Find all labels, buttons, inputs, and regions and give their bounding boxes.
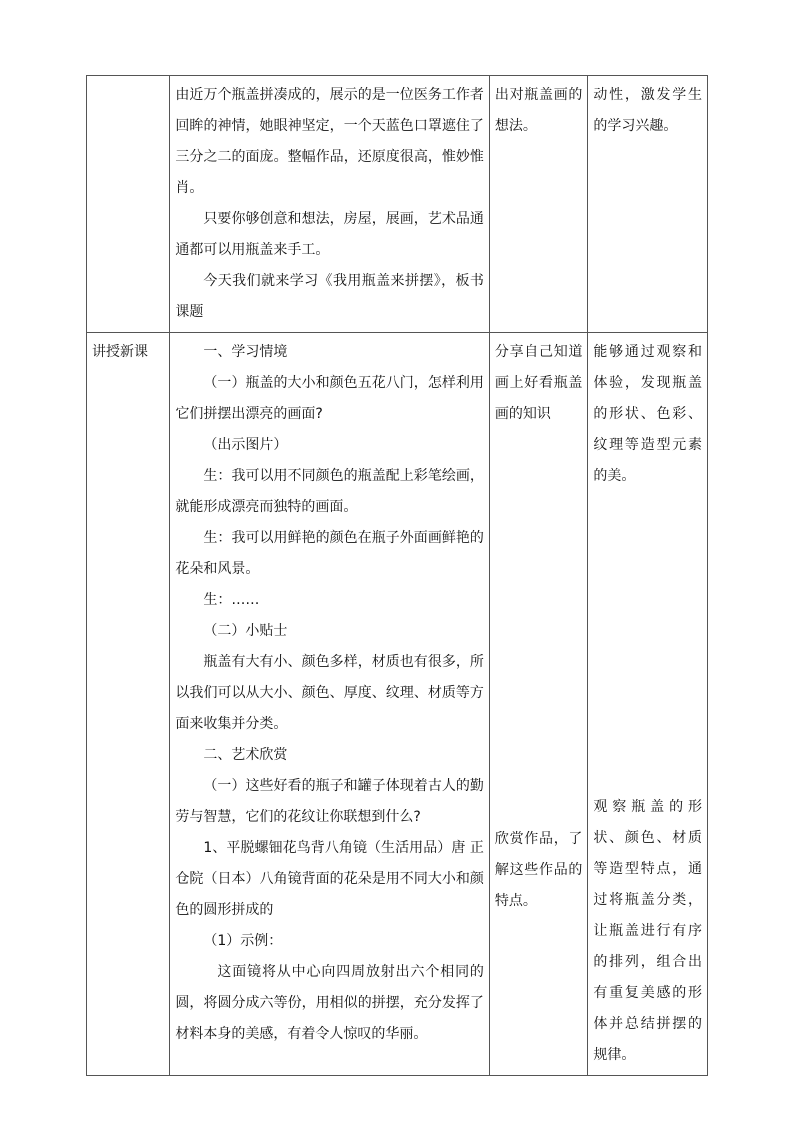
content-cell xyxy=(170,333,490,1076)
section-cell xyxy=(87,76,170,333)
paragraph: 这面镜将从中心向四周放射出六个相同的圆，将圆分成六等份，用相似的拼摆，充分发挥了材料本身的美感，有着令人惊叹的华丽。 xyxy=(175,964,484,1042)
paragraph: （二）小贴士 xyxy=(203,623,288,639)
design-intent-cell xyxy=(588,333,708,1076)
design-intent-cell xyxy=(588,76,708,333)
paragraph: 分享自己知道画上好看瓶盖画的知识 xyxy=(494,344,583,422)
paragraph: 只要你够创意和想法，房屋，展画，艺术品通通都可以用瓶盖来手工。 xyxy=(175,211,484,258)
paragraph: 生：我可以用鲜艳的颜色在瓶子外面画鲜艳的花朵和风景。 xyxy=(175,530,484,577)
paragraph: 瓶盖有大有小、颜色多样，材质也有很多，所以我们可以从大小、颜色、厚度、纹理、材质等方面来收集并分类。 xyxy=(175,654,484,732)
table-row xyxy=(87,76,708,333)
paragraph: 生：我可以用不同颜色的瓶盖配上彩笔绘画，就能形成漂亮而独特的画面。 xyxy=(175,468,484,515)
paragraph: （一）这些好看的瓶子和罐子体现着古人的勤劳与智慧，它们的花纹让你联想到什么? xyxy=(175,778,484,825)
table-row xyxy=(87,333,708,1076)
paragraph: 今天我们就来学习《我用瓶盖来拼摆》，板书课题 xyxy=(175,273,484,320)
paragraph: 出对瓶盖画的想法。 xyxy=(494,87,583,134)
paragraph: 二、艺术欣赏 xyxy=(203,747,288,763)
paragraph: （一）瓶盖的大小和颜色五花八门，怎样利用它们拼摆出漂亮的画面? xyxy=(175,375,484,422)
paragraph: 观察瓶盖的形状、颜色、材质等造型特点，通过将瓶盖分类，让瓶盖进行有序的排列，组合出有重复美感的形体并总结拼摆的规律。 xyxy=(593,799,702,1063)
paragraph: （出示图片） xyxy=(203,437,288,453)
spacer xyxy=(495,430,582,824)
lesson-plan-table xyxy=(86,75,708,1076)
spacer xyxy=(593,492,702,792)
paragraph: （1）示例： xyxy=(203,933,283,949)
paragraph: 一、学习情境 xyxy=(203,344,288,360)
student-activity-cell xyxy=(489,333,587,1076)
content-cell xyxy=(170,76,490,333)
paragraph: 由近万个瓶盖拼凑成的，展示的是一位医务工作者回眸的神情，她眼神坚定，一个天蓝色口罩遮住了三分之二的面庞。整幅作品，还原度很高，惟妙惟肖。 xyxy=(175,87,484,196)
paragraph: 欣赏作品，了解这些作品的特点。 xyxy=(494,831,583,909)
paragraph: 生：…… xyxy=(203,592,260,608)
section-cell: 讲授新课 xyxy=(87,333,170,1076)
paragraph: 能够通过观察和体验，发现瓶盖的形状、色彩、纹理等造型元素的美。 xyxy=(593,344,702,484)
paragraph: 动性，激发学生的学习兴趣。 xyxy=(593,87,702,134)
student-activity-cell xyxy=(489,76,587,333)
paragraph: 1、平脱螺钿花鸟背八角镜（生活用品）唐 正仓院（日本）八角镜背面的花朵是用不同大小和颜色的圆形拼成的 xyxy=(175,840,484,918)
